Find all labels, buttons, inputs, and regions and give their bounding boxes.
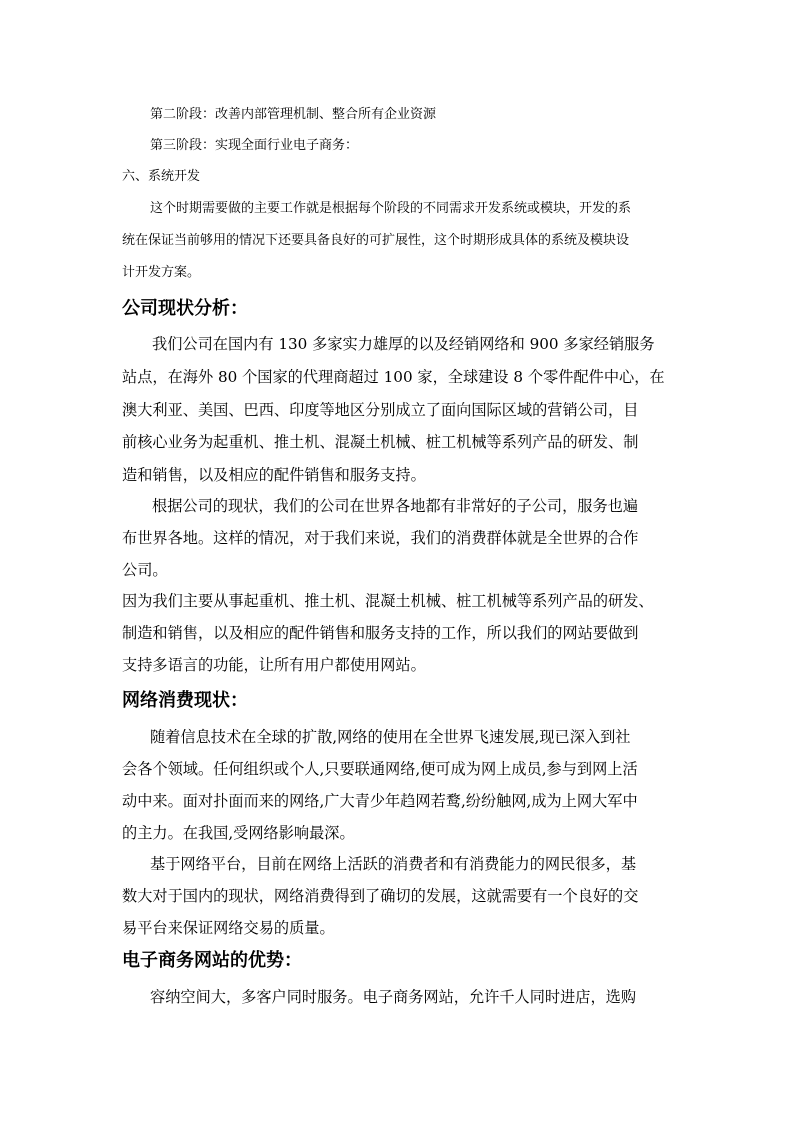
paragraph-line: 基于网络平台，目前在网络上活跃的消费者和有消费能力的网民很多，基 [150, 855, 636, 873]
paragraph-line: 公司。 [122, 561, 168, 579]
paragraph-line: 易平台来保证网络交易的质量。 [122, 919, 335, 937]
section-six-heading: 六、系统开发 [122, 169, 201, 184]
paragraph-line: 会各个领域。任何组织或个人,只要联通网络,便可成为网上成员,参与到网上活 [122, 760, 638, 778]
paragraph-line: 造和销售，以及相应的配件销售和服务支持。 [122, 466, 426, 484]
paragraph-line: 的主力。在我国,受网络影响最深。 [122, 824, 355, 842]
paragraph-line: 布世界各地。这样的情况，对于我们来说，我们的消费群体就是全世界的合作 [122, 529, 639, 547]
paragraph-line: 澳大利亚、美国、巴西、印度等地区分别成立了面向国际区域的营销公司，目 [122, 401, 639, 419]
paragraph-line: 动中来。面对扑面而来的网络,广大青少年趋网若鹜,纷纷触网,成为上网大军中 [122, 792, 638, 810]
paragraph-line: 站点，在海外 80 个国家的代理商超过 100 家，全球建设 8 个零件配件中心，在 [122, 368, 665, 386]
paragraph-line: 计开发方案。 [122, 265, 201, 280]
paragraph-line: 支持多语言的功能，让所有用户都使用网站。 [122, 656, 426, 674]
paragraph-line: 容纳空间大，多客户同时服务。电子商务网站，允许千人同时进店，选购 [150, 988, 636, 1006]
network-consumption-heading: 网络消费现状： [122, 690, 248, 711]
paragraph-line: 因为我们主要从事起重机、推土机、混凝土机械、桩工机械等系列产品的研发、 [122, 592, 654, 610]
paragraph-line: 随着信息技术在全球的扩散,网络的使用在全世界飞速发展,现已深入到社 [150, 728, 631, 746]
paragraph-line: 根据公司的现状，我们的公司在世界各地都有非常好的子公司，服务也遍 [152, 497, 638, 515]
paragraph-line: 制造和销售，以及相应的配件销售和服务支持的工作，所以我们的网站要做到 [122, 624, 639, 642]
paragraph-line: 这个时期需要做的主要工作就是根据每个阶段的不同需求开发系统或模块，开发的系 [150, 201, 632, 216]
company-status-heading: 公司现状分析： [122, 298, 248, 319]
paragraph-line: 前核心业务为起重机、推土机、混凝土机械、桩工机械等系列产品的研发、制 [122, 433, 639, 451]
paragraph-line: 统在保证当前够用的情况下还要具备良好的可扩展性，这个时期形成具体的系统及模块设 [122, 233, 630, 248]
paragraph-line: 我们公司在国内有 130 多家实力雄厚的以及经销网络和 900 多家经销服务 [152, 335, 655, 353]
stage-two-line: 第二阶段：改善内部管理机制、整合所有企业资源 [150, 107, 437, 122]
stage-three-line: 第三阶段：实现全面行业电子商务： [150, 138, 359, 153]
paragraph-line: 数大对于国内的现状，网络消费得到了确切的发展，这就需要有一个良好的交 [122, 887, 639, 905]
ecommerce-advantage-heading: 电子商务网站的优势： [122, 950, 302, 971]
